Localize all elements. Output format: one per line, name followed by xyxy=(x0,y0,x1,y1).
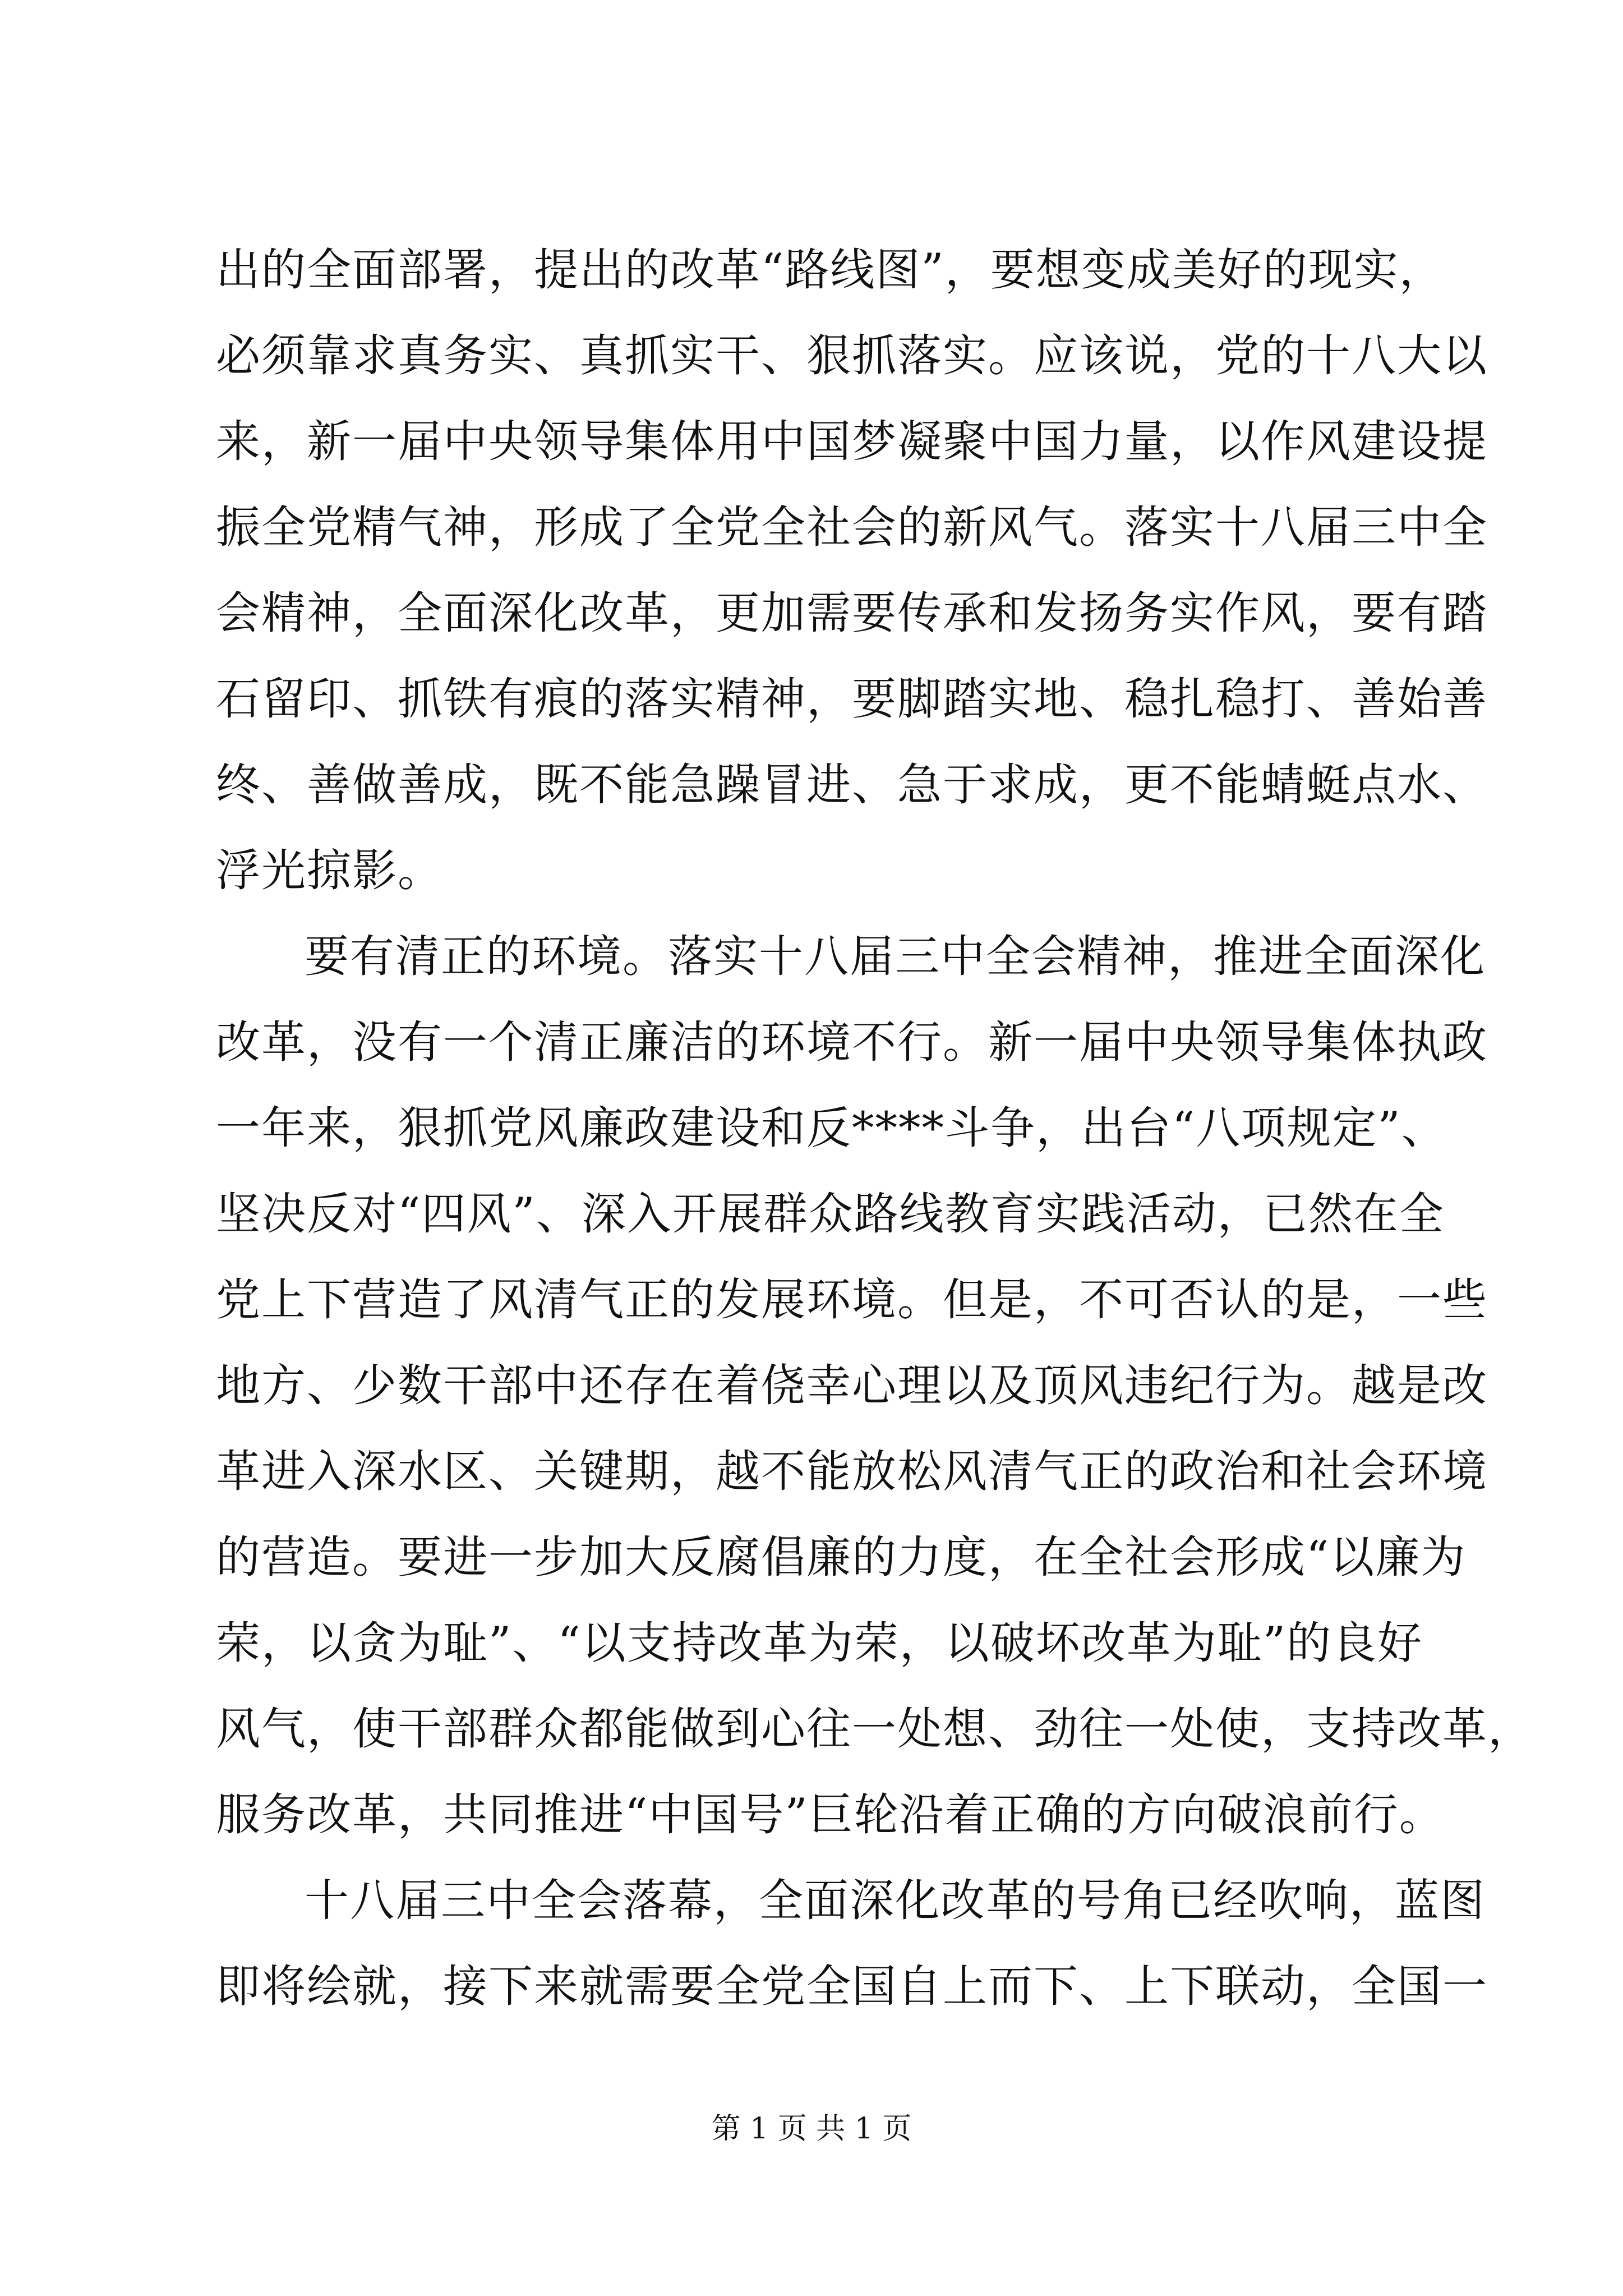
text-line-21: 即将绘就，接下来就需要全党全国自上而下、上下联动，全国一 xyxy=(216,1961,1488,2012)
text-line-13: 党上下营造了风清气正的发展环境。但是，不可否认的是，一些 xyxy=(216,1274,1488,1326)
text-line-12: 坚决反对“四风”、深入开展群众路线教育实践活动，已然在全 xyxy=(216,1188,1445,1240)
text-line-17: 荣，以贪为耻”、“以支持改革为荣，以破坏改革为耻”的良好 xyxy=(216,1617,1423,1669)
text-line-18: 风气，使干部群众都能做到心往一处想、劲往一处使，支持改革， xyxy=(216,1703,1533,1755)
text-line-16: 的营造。要进一步加大反腐倡廉的力度，在全社会形成“以廉为 xyxy=(216,1531,1467,1583)
text-line-14: 地方、少数干部中还存在着侥幸心理以及顶风违纪行为。越是改 xyxy=(216,1360,1488,1411)
text-line-19: 服务改革，共同推进“中国号”巨轮沿着正确的方向破浪前行。 xyxy=(216,1789,1445,1841)
paragraph-start-line: 十八届三中全会落幕，全面深化改革的号角已经吹响，蓝图 xyxy=(305,1875,1486,1926)
text-line-3: 来，新一届中央领导集体用中国梦凝聚中国力量，以作风建设提 xyxy=(216,416,1488,467)
text-line-10: 改革，没有一个清正廉洁的环境不行。新一届中央领导集体执政 xyxy=(216,1016,1488,1068)
paragraph-start-line: 要有清正的环境。落实十八届三中全会精神，推进全面深化 xyxy=(305,931,1486,982)
text-line-1: 出的全面部署，提出的改革“路线图”，要想变成美好的现实， xyxy=(216,244,1445,296)
text-line-4: 振全党精气神，形成了全党全社会的新风气。落实十八届三中全 xyxy=(216,501,1488,553)
text-line-5: 会精神，全面深化改革，更加需要传承和发扬务实作风，要有踏 xyxy=(216,587,1488,639)
text-line-11: 一年来，狠抓党风廉政建设和反****斗争，出台“八项规定”、 xyxy=(216,1102,1447,1154)
text-line-6: 石留印、抓铁有痕的落实精神，要脚踏实地、稳扎稳打、善始善 xyxy=(216,673,1488,725)
text-line-15: 革进入深水区、关键期，越不能放松风清气正的政治和社会环境 xyxy=(216,1446,1488,1497)
body-text xyxy=(216,227,1533,2030)
text-line-2: 必须靠求真务实、真抓实干、狠抓落实。应该说，党的十八大以 xyxy=(216,330,1488,381)
text-line-8: 浮光掠影。 xyxy=(216,845,443,896)
text-line-7: 终、善做善成，既不能急躁冒进、急于求成，更不能蜻蜓点水、 xyxy=(216,759,1488,811)
page-footer: 第 1 页 共 1 页 xyxy=(711,2112,912,2146)
